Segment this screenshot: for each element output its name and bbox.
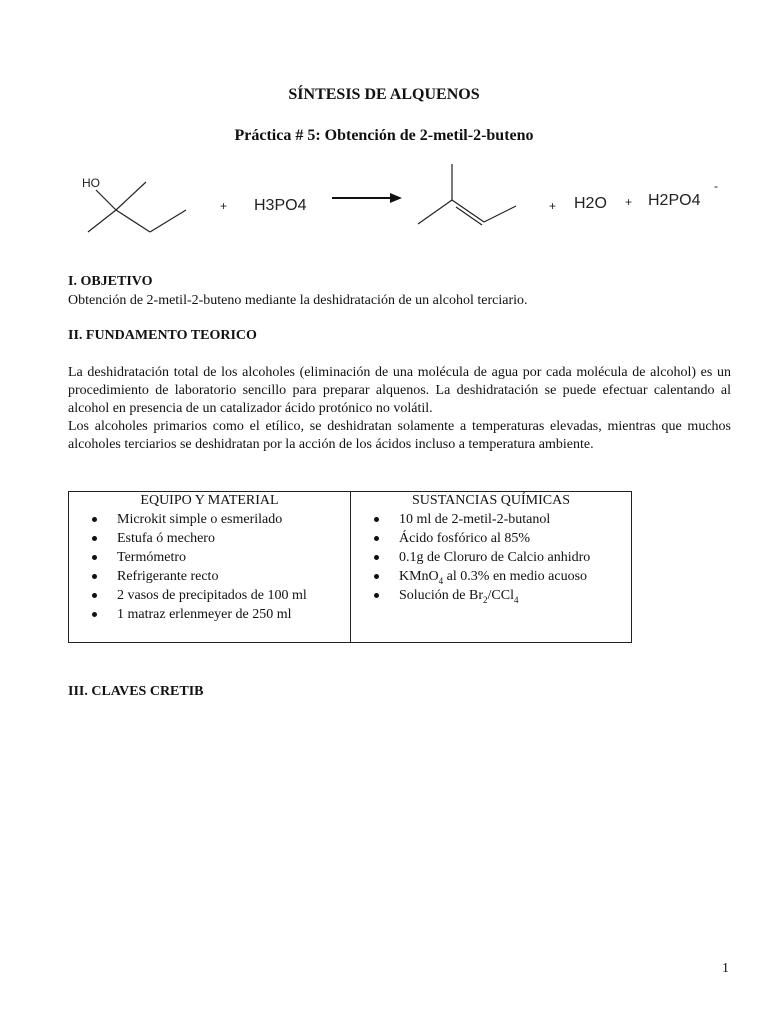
equipment-list [69,510,350,624]
plus-sign-1: + [220,199,228,213]
list-item: Microkit simple o esmerilado [117,510,350,529]
fundamento-heading: II. FUNDAMENTO TEORICO [68,328,257,343]
list-item: 0.1g de Cloruro de Calcio anhidro [399,548,631,567]
materials-table [68,491,632,643]
reaction-scheme [60,160,740,240]
reactant-structure [88,182,186,232]
list-item: Termómetro [117,548,350,567]
list-item: 10 ml de 2-metil-2-butanol [399,510,631,529]
reaction-arrow [332,193,402,203]
plus-sign-3: + [625,195,633,209]
plus-sign-2: + [549,199,557,213]
equipment-header: EQUIPO Y MATERIAL [69,492,351,511]
cretib-heading: III. CLAVES CRETIB [68,684,204,699]
page-number: 1 [722,961,729,976]
fundamento-body [68,364,731,454]
list-item: KMnO$_4$ al 0.3% en medio acuoso [399,567,631,586]
reagent-formula: H3PO4 [254,197,307,214]
chemicals-list [351,510,631,605]
water-formula: H2O [574,195,607,212]
ion-charge: - [714,179,718,193]
objetivo-text: Obtención de 2-metil-2-buteno mediante la deshidratación de un alcohol terciario. [68,293,528,308]
dihydrogen-phosphate-formula: H2PO4 [648,192,701,209]
list-item: Estufa ó mechero [117,529,350,548]
list-item: Refrigerante recto [117,567,350,586]
equipment-cell [69,510,351,643]
document-title: SÍNTESIS DE ALQUENOS [288,86,480,103]
chemicals-header: SUSTANCIAS QUÍMICAS [351,492,632,511]
list-item: Ácido fosfórico al 85% [399,529,631,548]
list-item: 2 vasos de precipitados de 100 ml [117,586,350,605]
fundamento-paragraph-1: La deshidratación total de los alcoholes (eliminación de una molécula de agua por cada molécula de alcohol) es un procedimiento de laboratorio sencillo para preparar alquenos. La deshidratación se puede efectuar calentando al alcohol en presencia de un catalizador ácido protónico no volátil. [68,365,731,416]
list-item: 1 matraz erlenmeyer de 250 ml [117,605,350,624]
reactant-hydroxyl-label: HO [82,176,100,190]
chemicals-cell [351,510,632,643]
product-structure [418,164,516,225]
list-item: Solución de $Br_2/CCl_4$ [399,586,631,605]
fundamento-paragraph-2: Los alcoholes primarios como el etílico, se deshidratan solamente a temperaturas elevadas, mientras que muchos alcoholes terciarios se deshidratan por la acción de los ácidos incluso a temperatura ambiente. [68,419,731,452]
objetivo-heading: I. OBJETIVO [68,274,153,289]
practice-subtitle: Práctica # 5: Obtención de 2-metil-2-buteno [234,127,534,144]
